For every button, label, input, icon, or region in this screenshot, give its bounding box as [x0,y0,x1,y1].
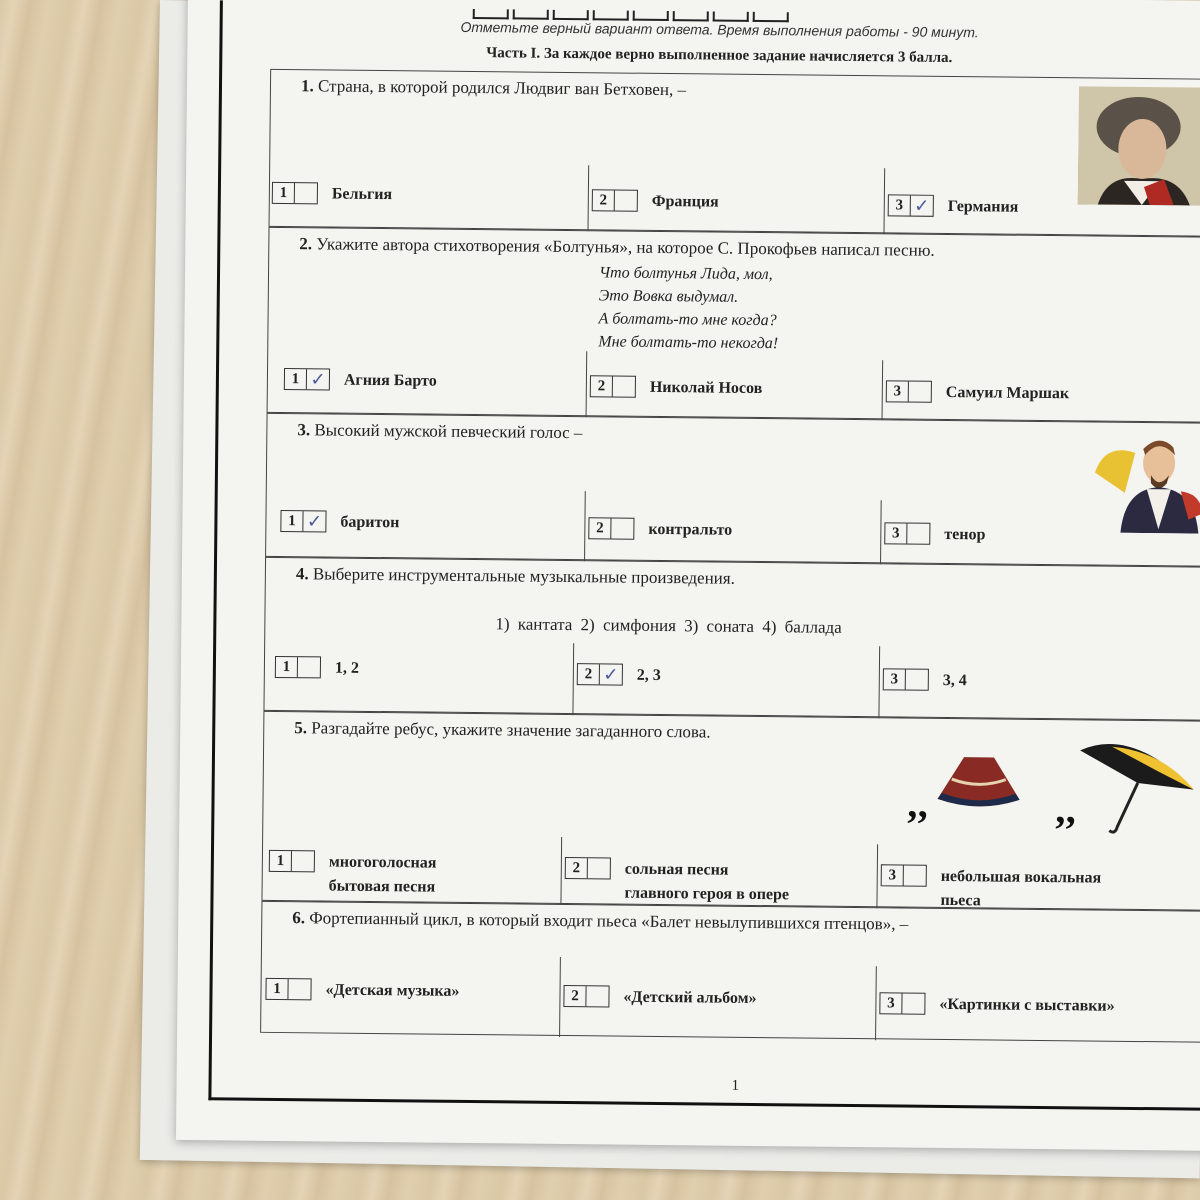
answer-checkbox[interactable] [298,657,320,677]
rebus-comma-2: ’’ [1053,807,1078,853]
task-4-option-1[interactable]: 1 1, 2 [275,656,359,681]
instruction-text: Отметьте верный вариант ответа. Время выполнения работы - 90 минут. [460,18,979,41]
umbrella-rebus-image [1071,730,1200,841]
answer-checkbox[interactable] [588,858,610,878]
page-frame [208,0,1200,1110]
answer-checkbox[interactable] [292,851,314,871]
beethoven-portrait-image [1078,86,1200,205]
answer-checkbox[interactable] [615,190,637,210]
task-5-option-3[interactable]: 3 небольшая вокальная пьеса [880,864,1101,914]
page-number: 1 [731,1077,740,1094]
answer-checkbox[interactable] [288,979,310,999]
answer-checkbox[interactable] [904,866,926,886]
task-5 [261,711,1200,911]
answer-checkbox[interactable] [613,376,635,396]
task-1-question: 1. Страна, в которой родился Людвиг ван Бетховен, – [300,76,687,100]
task-6-question: 6. Фортепианный цикл, в который входит пьеса «Балет невылупившихся птенцов», – [292,908,909,934]
task-5-option-1[interactable]: 1 многоголосная бытовая песня [268,850,436,900]
task-1-option-3[interactable]: 3 ✓ Германия [888,194,1019,219]
task-2-question: 2. Укажите автора стихотворения «Болтунья», на которое С. Прокофьев написал песню. [299,234,935,260]
task-5-option-2[interactable]: 2 сольная песня главного героя в опере [564,857,789,907]
task-2-option-2[interactable]: 2 Николай Носов [590,375,763,401]
answer-checkbox[interactable] [902,994,924,1014]
singer-illustration-image [1084,432,1200,533]
task-3-option-3[interactable]: 3 тенор [884,522,985,547]
task-6 [260,901,1200,1043]
task-5-question: 5. Разгадайте ребус, укажите значение загаданного слова. [294,718,711,742]
task-3-question: 3. Высокий мужской певческий голос – [297,420,583,443]
skirt-rebus-image [933,753,1024,810]
answer-checkbox[interactable] [295,183,317,203]
task-3-option-1[interactable]: 1 ✓ баритон [280,510,399,535]
task-6-option-3[interactable]: 3 «Картинки с выставки» [879,992,1115,1018]
answer-checkbox[interactable]: ✓ [310,368,326,390]
task-4 [263,557,1200,721]
task-2-option-3[interactable]: 3 Самуил Маршак [886,380,1070,406]
task-6-option-2[interactable]: 2 «Детский альбом» [563,985,756,1011]
task-1 [269,69,1200,237]
task-4-choices: 1) кантата 2) симфония 3) соната 4) баллада [495,614,842,637]
answer-checkbox[interactable]: ✓ [603,663,619,686]
answer-checkbox[interactable] [907,524,929,544]
task-3-option-2[interactable]: 2 контральто [588,517,732,543]
answer-checkbox[interactable] [906,670,928,690]
task-4-option-3[interactable]: 3 3, 4 [883,668,967,693]
rebus-comma-1: ’’ [905,801,930,847]
task-1-option-1[interactable]: 1 Бельгия [272,182,393,207]
answer-checkbox[interactable] [586,986,608,1006]
answer-checkbox[interactable]: ✓ [306,510,323,532]
task-3 [265,413,1200,567]
task-2-option-1[interactable]: 1 ✓ Агния Барто [284,368,437,394]
task-4-option-2[interactable]: 2 ✓ 2, 3 [577,663,661,688]
task-1-option-2[interactable]: 2 Франция [592,189,719,214]
poem-excerpt: Что болтунья Лида, мол, Это Вовка выдумал. А болтать-то мне когда? Мне болтать-то некогда! [598,264,779,353]
answer-checkbox[interactable] [611,518,633,538]
answer-checkbox[interactable] [909,382,931,402]
test-sheet [176,0,1200,1151]
task-2 [267,227,1200,423]
task-4-question: 4. Выберите инструментальные музыкальные произведения. [295,564,736,588]
part-title: Часть I. За каждое верно выполненное задание начисляется 3 балла. [486,45,953,67]
task-6-option-1[interactable]: 1 «Детская музыка» [265,978,459,1004]
answer-checkbox[interactable]: ✓ [914,195,930,217]
